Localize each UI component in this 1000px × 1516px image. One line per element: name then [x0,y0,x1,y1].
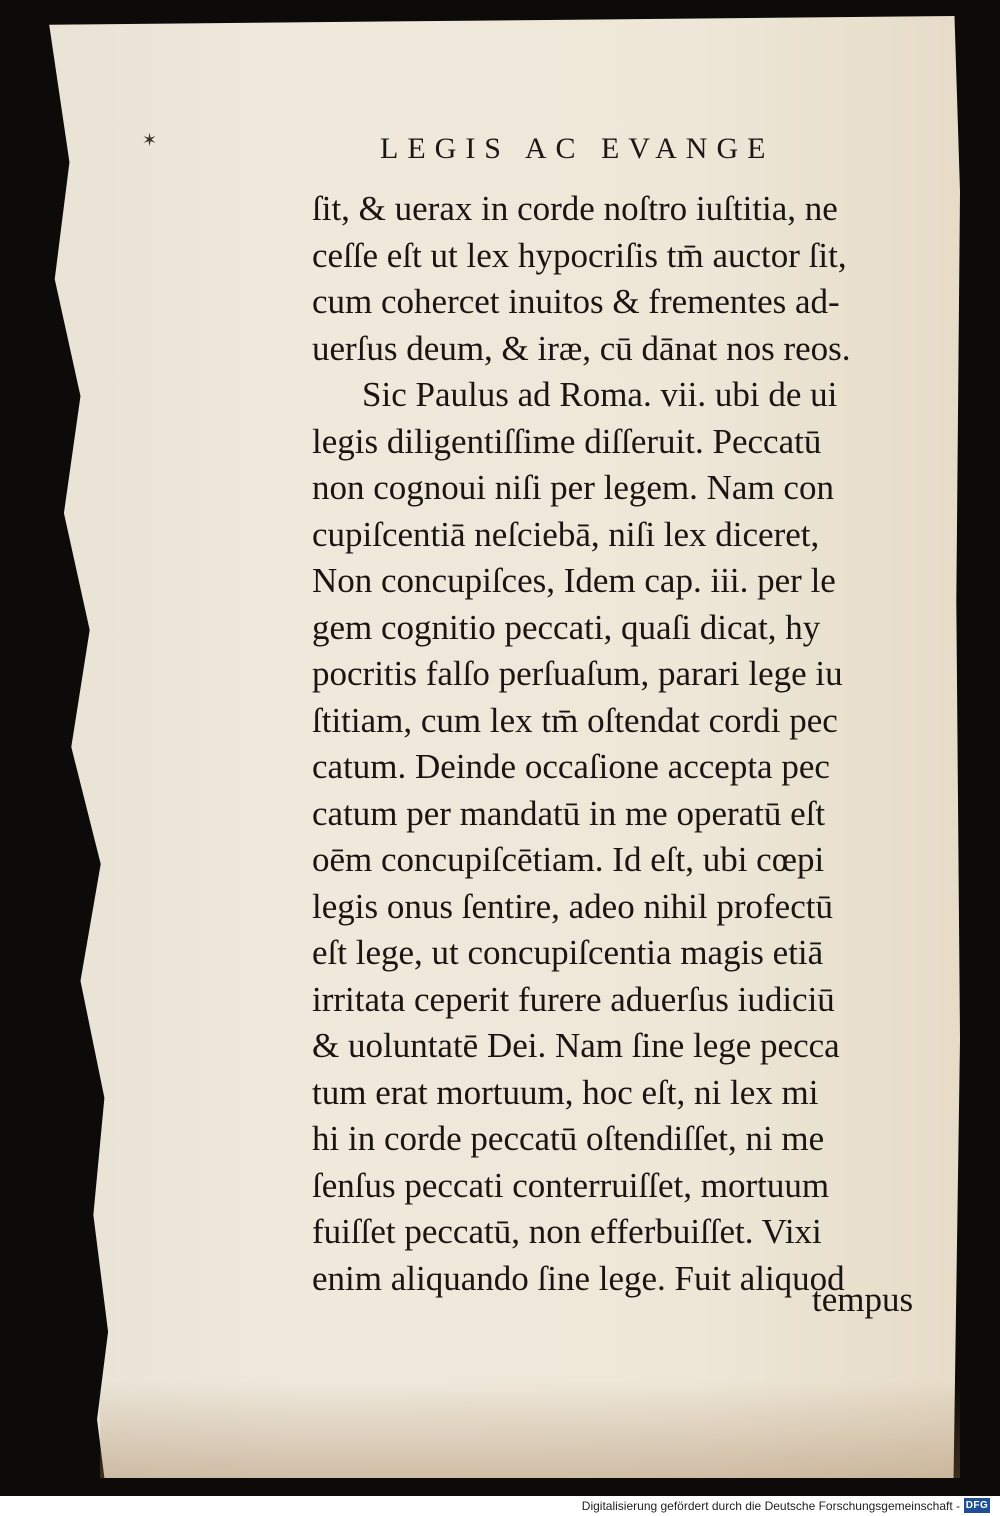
text-line: cum cohercet inuitos & frementes ad- [312,282,840,321]
text-line: tum erat mortuum, hoc eſt, ni lex mi [312,1072,819,1112]
text-line: & uoluntatē Dei. Nam ſine lege pecca [312,1026,840,1065]
text-line: legis onus ſentire, adeo nihil profectū [312,886,833,926]
text-line: hi in corde peccatū oſtendiſſet, ni me [312,1119,825,1158]
text-line: ſit, & uerax in corde noſtro iuſtitia, ne [312,189,838,228]
text-line: uerſus deum, & iræ, cū dānat nos reos. [312,328,851,368]
page-edge-stain [100,1380,960,1478]
text-block [312,186,952,1302]
text-line: Non concupiſces, Idem cap. iii. per le [312,561,836,600]
text-line: Sic Paulus ad Roma. vii. ubi de ui [362,375,838,414]
text-line: catum per mandatū in me operatū eſt [312,793,826,833]
text-line: oēm concupiſcētiam. Id eſt, ubi cœpi [312,840,825,879]
text-line: gem cognitio peccati, quaſi dicat, hy [312,607,821,647]
text-line: irritata ceperit furere aduerſus iudiciū [312,979,835,1019]
text-line: catum. Deinde occaſione accepta pec [312,747,830,786]
dfg-logo-icon[interactable]: DFG [965,1500,989,1511]
funding-credit: Digitalisierung gefördert durch die Deutsche Forschungsgemeinschaft - [581,1499,960,1513]
text-line: ſtitiam, cum lex tm̄ oſtendat cordi pec [312,700,838,740]
text-line: cupiſcentiā neſciebā, niſi lex diceret, [312,514,820,554]
running-head: LEGIS AC EVANGE [380,132,775,165]
text-line: enim aliquando ſine lege. Fuit aliquod [312,1258,845,1298]
text-line: fuiſſet peccatū, non efferbuiſſet. Vixi [312,1212,822,1251]
catchword: tempus [812,1280,914,1319]
text-line: non cognoui niſi per legem. Nam con [312,468,834,507]
text-line: pocritis falſo perſuaſum, parari lege iu [312,654,843,693]
marginal-mark: ✶ [142,130,158,151]
text-line: eſt lege, ut concupiſcentia magis etiā [312,933,824,972]
text-line: legis diligentiſſime diſſeruit. Peccatū [312,421,822,461]
text-line: ceſſe eſt ut lex hypocriſis tm̄ auctor ſit, [312,235,847,275]
text-line: ſenſus peccati conterruiſſet, mortuum [312,1165,830,1205]
